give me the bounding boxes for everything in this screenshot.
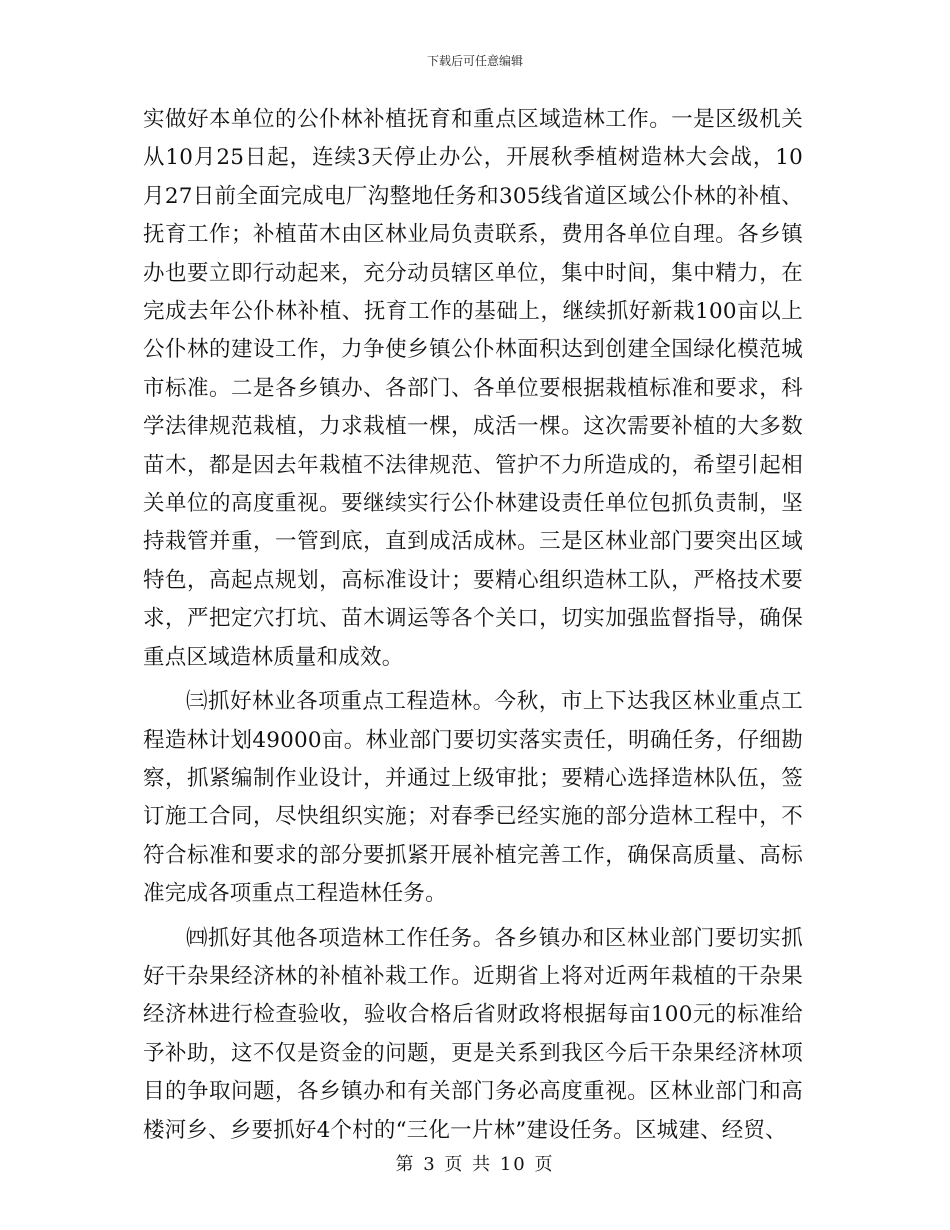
page-footer: 第 3 页 共 10 页 [395, 1154, 555, 1175]
page-header: 下载后可任意编辑 [426, 54, 523, 68]
paragraph-1: 实做好本单位的公仆林补植抚育和重点区域造林工作。一是区级机关从10月25日起，连续3天停止办公，开展秋季植树造林大会战，10月27日前全面完成电厂沟整地任务和305线省道区域公仆林的补植、抚育工作；补植苗木由区林业局负责联系，费用各单位自理。各乡镇办也要立即行动起来，充分动员辖区单位，集中时间，集中精力，在完成去年公仆林补植、抚育工作的基础上，继续抓好新栽100亩以上公仆林的建设工作，力争使乡镇公仆林面积达到创建全国绿化模范城市标准。二是各乡镇办、各部门、各单位要根据栽植标准和要求，科学法律规范栽植，力求栽植一棵，成活一棵。这次需要补植的大多数苗木，都是因去年栽植不法律规范、管护不力所造成的，希望引起相关单位的高度重视。要继续实行公仆林建设责任单位包抓负责制，坚持栽管并重，一管到底，直到成活成林。三是区林业部门要突出区域特色，高起点规划，高标准设计；要精心组织造林工队，严格技术要求，严把定穴打坑、苗木调运等各个关口，切实加强监督指导，确保重点区域造林质量和成效。 [143, 107, 803, 670]
paragraph-2: ㈢抓好林业各项重点工程造林。今秋，市上下达我区林业重点工程造林计划49000亩。林业部门要切实落实责任，明确任务，仔细勘察，抓紧编制作业设计，并通过上级审批；要精心选择造林队伍，签订施工合同，尽快组织实施；对春季已经实施的部分造林工程中，不符合标准和要求的部分要抓紧开展补植完善工作，确保高质量、高标准完成各项重点工程造林任务。 [143, 689, 803, 907]
paragraph-3: ㈣抓好其他各项造林工作任务。各乡镇办和区林业部门要切实抓好干杂果经济林的补植补栽工作。近期省上将对近两年栽植的干杂果经济林进行检查验收，验收合格后省财政将根据每亩100元的标准给予补助，这不仅是资金的问题，更是关系到我区今后干杂果经济林项目的争取问题，各乡镇办和有关部门务必高度重视。区林业部门和高楼河乡、乡要抓好4个村的“三化一片林”建设任务。区城建、经贸、 [143, 925, 803, 1143]
document-body [143, 101, 803, 1150]
